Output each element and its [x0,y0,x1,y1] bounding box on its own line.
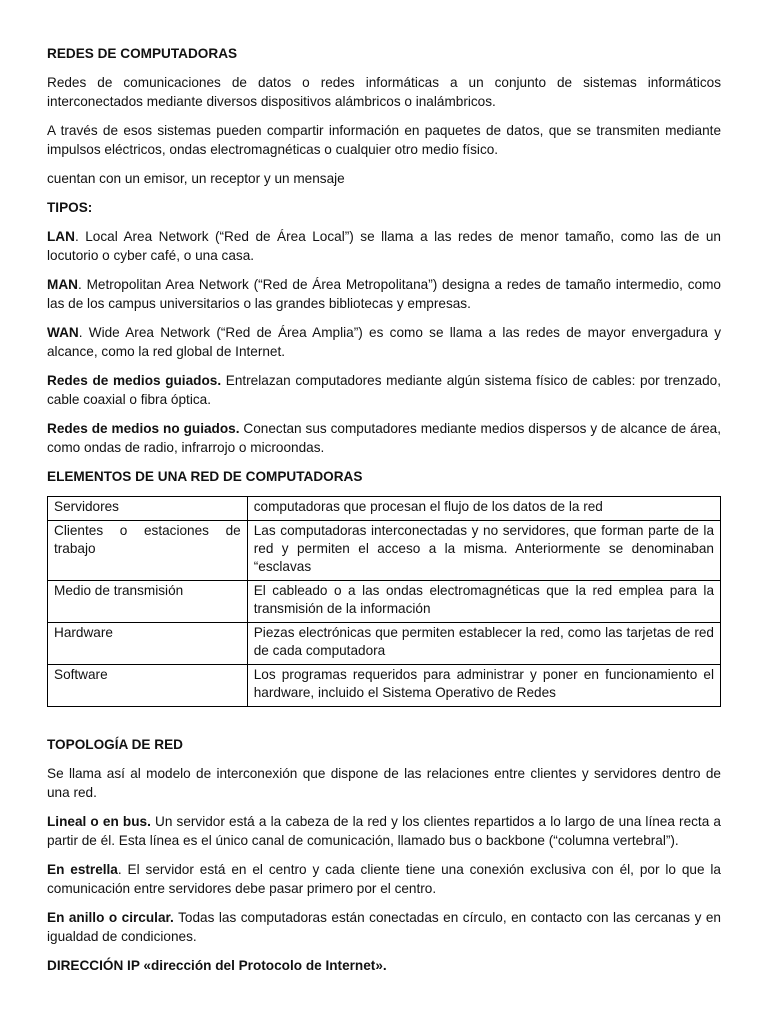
element-desc-cell: Las computadoras interconectadas y no servidores, que forman parte de la red y permiten el acceso a la misma. Anteriormente se denominaban “esclavas [247,521,720,581]
document-body [47,44,721,985]
table-row [48,521,721,581]
intro-paragraph-3: cuentan con un emisor, un receptor y un mensaje [47,171,345,186]
topologia-text: Un servidor está a la cabeza de la red y los clientes repartidos a lo largo de una línea recta a partir de él. Esta línea es el único canal de comunicación, llamado bus o backbone (“columna vertebral”). [47,814,721,848]
spacer [47,717,721,735]
topologia-text: Todas las computadoras están conectadas en círculo, en contacto con las cercanas y en igualdad de condiciones. [47,910,721,944]
tipo-term: MAN [47,277,78,292]
element-desc-cell: computadoras que procesan el flujo de los datos de la red [247,497,720,521]
tipo-medios-no-guiados [47,419,721,457]
tipo-term: Redes de medios no guiados. [47,421,240,436]
element-name-cell: Hardware [48,623,248,665]
tipo-wan: WAN. Wide Area Network (“Red de Área Amplia”) es como se llama a las redes de mayor envergadura y alcance, como la red global de Internet. [47,325,721,359]
topologia-heading: TOPOLOGÍA DE RED [47,737,183,752]
element-desc-cell: El cableado o a las ondas electromagnéticas que la red emplea para la transmisión de la información [247,581,720,623]
tipo-text: Local Area Network (“Red de Área Local”) se llama a las redes de menor tamaño, como las de un locutorio o cyber café, o una casa. [47,229,721,263]
tipo-text: Entrelazan computadores mediante algún sistema físico de cables: por trenzado, cable coaxial o fibra óptica. [47,373,721,407]
tipo-lan: LAN. Local Area Network (“Red de Área Local”) se llama a las redes de menor tamaño, como las de un locutorio o cyber café, o una casa. [47,229,721,263]
intro-paragraph-1: Redes de comunicaciones de datos o redes informáticas a un conjunto de sistemas informáticos interconectados mediante diversos dispositivos alámbricos o inalámbricos. [47,75,721,109]
topologia-text: El servidor está en el centro y cada cliente tiene una conexión exclusiva con él, por lo que la comunicación entre servidores debe pasar primero por el centro. [47,862,721,896]
elementos-table [47,496,721,707]
element-name-cell: Medio de transmisión [48,581,248,623]
table-row [48,665,721,707]
topologia-estrella: En estrella. El servidor está en el centro y cada cliente tiene una conexión exclusiva con él, por lo que la comunicación entre servidores debe pasar primero por el centro. [47,862,721,896]
table-row [48,623,721,665]
tipo-medios-guiados [47,371,721,409]
topologia-anillo [47,908,721,946]
topologia-term: En estrella [47,862,118,877]
topologia-term: Lineal o en bus. [47,814,151,829]
tipos-heading: TIPOS: [47,200,93,215]
tipo-text: Metropolitan Area Network (“Red de Área Metropolitana”) designa a redes de tamaño intermedio, como las de los campus universitarios o las grandes bibliotecas y empresas. [47,277,721,311]
tipo-text: Conectan sus computadores mediante medios dispersos y de alcance de área, como ondas de radio, infrarrojo o microondas. [47,421,722,455]
ip-heading: DIRECCIÓN IP «dirección del Protocolo de Internet». [47,958,387,973]
elementos-heading: ELEMENTOS DE UNA RED DE COMPUTADORAS [47,469,363,484]
table-row [48,581,721,623]
tipo-term: LAN [47,229,75,244]
topologia-term: En anillo o circular. [47,910,174,925]
intro-paragraph-2: A través de esos sistemas pueden compartir información en paquetes de datos, que se transmiten mediante impulsos eléctricos, ondas electromagnéticas o cualquier otro medio físico. [47,123,721,157]
table-row [48,497,721,521]
element-desc-cell: Los programas requeridos para administrar y poner en funcionamiento el hardware, incluido el Sistema Operativo de Redes [247,665,720,707]
topologia-intro: Se llama así al modelo de interconexión que dispone de las relaciones entre clientes y servidores dentro de una red. [47,766,721,800]
topologia-bus [47,812,721,850]
tipo-term: WAN [47,325,79,340]
tipo-text: Wide Area Network (“Red de Área Amplia”) es como se llama a las redes de mayor envergadura y alcance, como la red global de Internet. [47,325,721,359]
element-name-cell: Clientes o estaciones de trabajo [48,521,248,581]
tipo-term: Redes de medios guiados. [47,373,222,388]
element-name-cell: Software [48,665,248,707]
element-desc-cell: Piezas electrónicas que permiten establecer la red, como las tarjetas de red de cada computadora [247,623,720,665]
tipo-man: MAN. Metropolitan Area Network (“Red de Área Metropolitana”) designa a redes de tamaño intermedio, como las de los campus universitarios o las grandes bibliotecas y empresas. [47,277,721,311]
element-name-cell: Servidores [48,497,248,521]
page-title: REDES DE COMPUTADORAS [47,46,238,61]
